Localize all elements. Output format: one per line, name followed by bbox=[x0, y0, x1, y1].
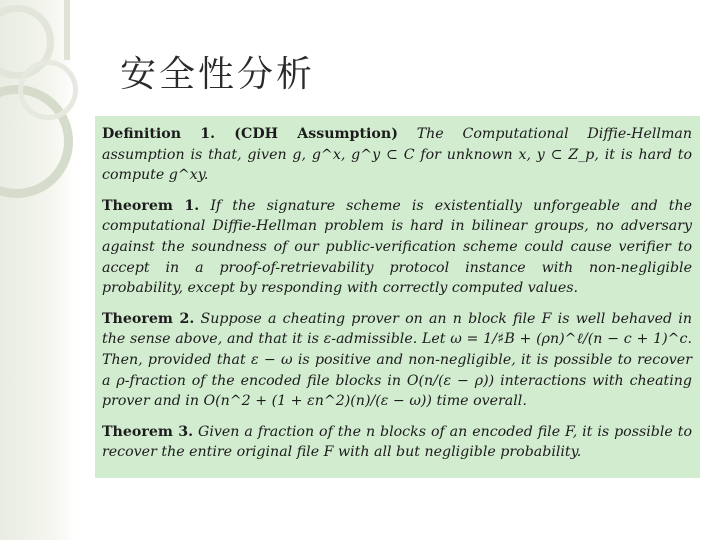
theorem-3-block bbox=[102, 422, 692, 463]
decorative-ring bbox=[18, 60, 78, 120]
theorem-2-heading: Theorem 2. bbox=[102, 310, 195, 327]
theorem-3-text: Given a fraction of the n blocks of an encoded file F, it is possible to recover the entire original file F with all but negligible probability. bbox=[102, 423, 692, 461]
theorem-panel bbox=[95, 116, 700, 478]
definition-heading: Definition 1. (CDH Assumption) bbox=[102, 126, 398, 142]
definition-text: The Computational Diffie-Hellman assumption is that, given g, g^x, g^y ⊂ C for unknown x, y ⊂ Z_p, it is hard to compute g^xy. bbox=[102, 126, 692, 184]
theorem-1-text: If the signature scheme is existentially unforgeable and the computational Diffie-Hellman problem is hard in bilinear groups, no adversary against the soundness of our public-verification scheme could cause verifier to accept in a proof-of-retrievability protocol instance with non-negligible probability, except by responding with correctly computed values. bbox=[102, 197, 692, 297]
decorative-strip bbox=[64, 0, 70, 60]
theorem-3-heading: Theorem 3. bbox=[102, 423, 194, 440]
theorem-2-text: Suppose a cheating prover on an n block file F is well behaved in the sense above, and that it is ε-admissible. Let ω = 1/♯B + (ρn)^ℓ/(n − c + 1)^c. Then, provided that ε − ω is positive and non-negligible, it is possible to recover a ρ-fraction of the encoded file blocks in O(n/(ε − ρ)) interactions with cheating prover and in O(n^2 + (1 + εn^2)(n)/(ε − ω)) time overall. bbox=[102, 310, 692, 410]
slide-title: 安全性分析 bbox=[120, 54, 316, 95]
theorem-2-block bbox=[102, 309, 692, 412]
theorem-1-heading: Theorem 1. bbox=[102, 197, 200, 214]
definition-block bbox=[102, 124, 692, 186]
theorem-1-block bbox=[102, 196, 692, 299]
